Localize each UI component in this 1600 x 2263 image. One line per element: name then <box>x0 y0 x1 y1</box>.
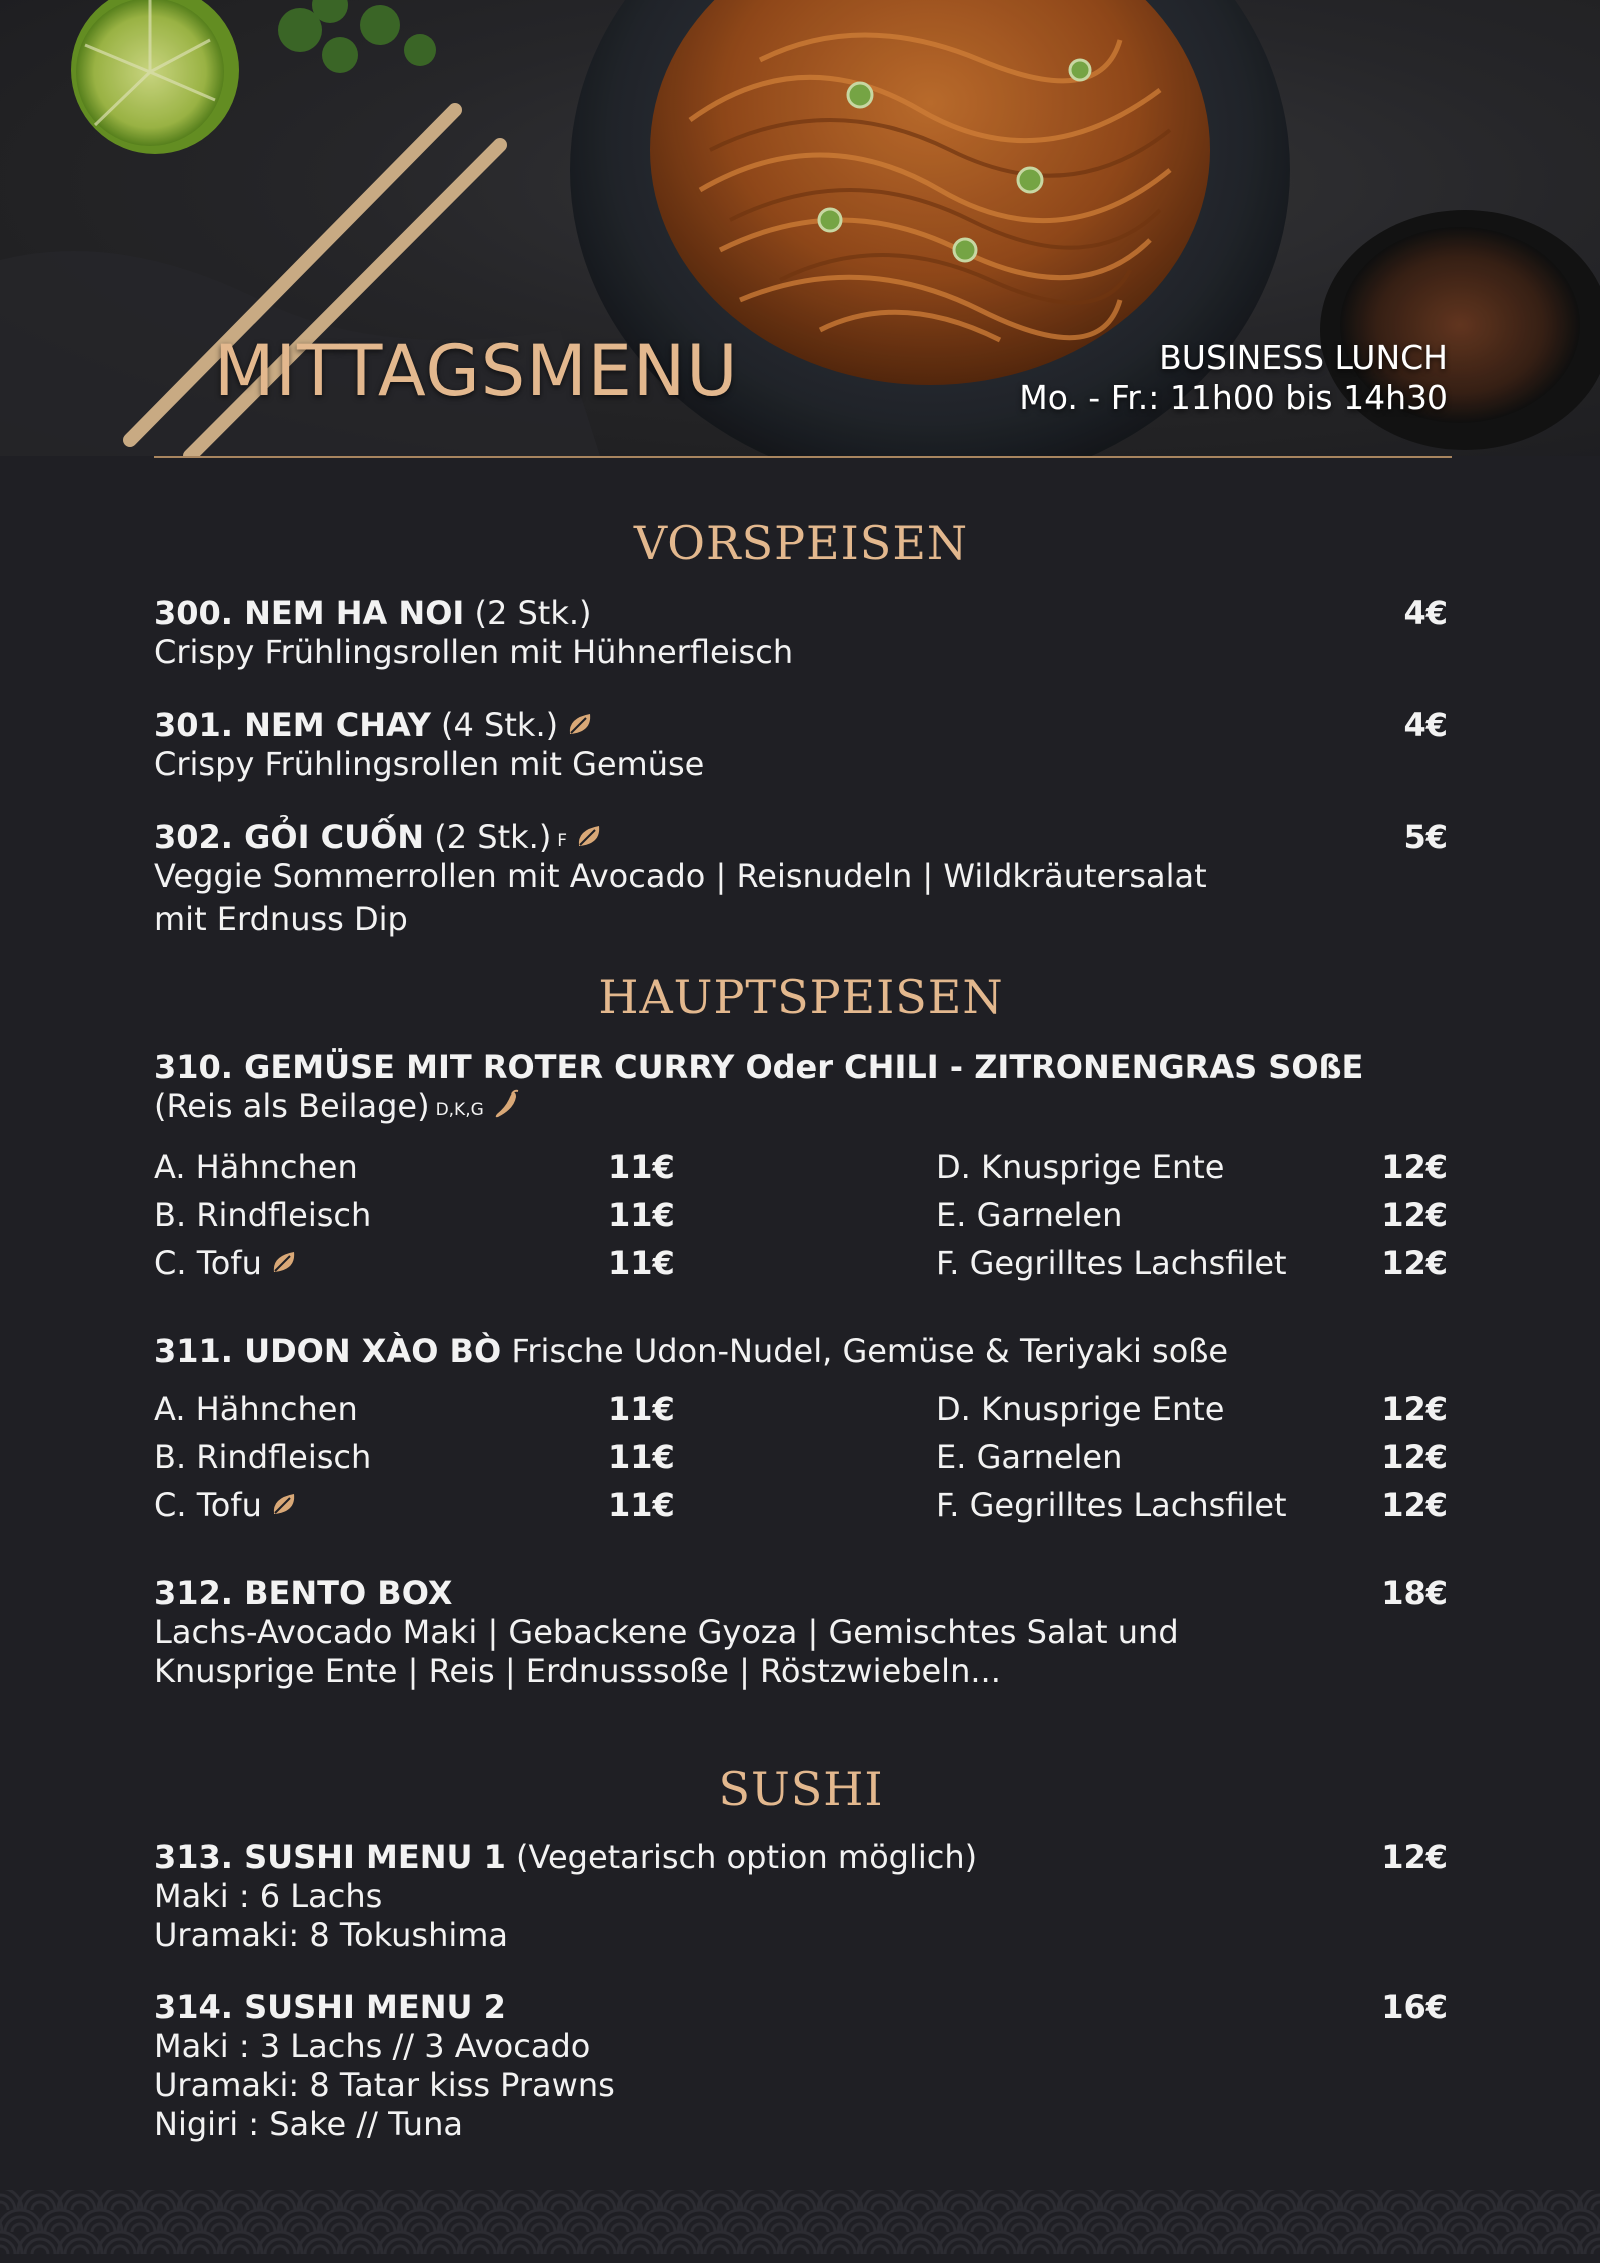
wave-arc <box>1112 2246 1128 2254</box>
wave-arc <box>632 2246 648 2254</box>
option-name: C. Tofu <box>154 1239 298 1287</box>
wave-arc <box>532 2224 548 2232</box>
wave-arc <box>1012 2224 1028 2232</box>
wave-arc <box>332 2224 348 2232</box>
wave-arc <box>292 2224 308 2232</box>
wave-arc <box>952 2246 968 2254</box>
option-price: 12€ <box>1381 1148 1448 1186</box>
wave-arc <box>1312 2246 1328 2254</box>
option-price: 11€ <box>608 1438 675 1476</box>
item-description-line2: Knusprige Ente | Reis | Erdnusssoße | Röstzwiebeln... <box>154 1652 1001 1690</box>
wave-arc <box>892 2224 908 2232</box>
wave-arc <box>1472 2202 1488 2210</box>
option-price: 11€ <box>608 1244 675 1282</box>
wave-arc <box>312 2246 328 2254</box>
wave-arc <box>392 2246 408 2254</box>
wave-arc <box>1352 2202 1368 2210</box>
wave-arc <box>912 2202 928 2210</box>
wave-arc <box>712 2246 728 2254</box>
item-qty: (2 Stk.) <box>474 594 592 632</box>
option-row <box>154 1239 1448 1287</box>
allergen-codes: D,K,G <box>435 1100 484 1120</box>
wave-arc <box>152 2246 168 2254</box>
wave-arc <box>1152 2202 1168 2210</box>
item-description: Crispy Frühlingsrollen mit Hühnerfleisch <box>154 633 794 671</box>
wave-arc <box>1492 2224 1508 2232</box>
wave-arc <box>872 2202 888 2210</box>
option-row <box>154 1143 1448 1191</box>
wave-arc <box>132 2224 148 2232</box>
option-row <box>154 1481 1448 1529</box>
wave-arc <box>1072 2246 1088 2254</box>
wave-arc <box>552 2202 568 2210</box>
option-price: 12€ <box>1381 1390 1448 1428</box>
wave-arc <box>832 2202 848 2210</box>
option-price: 12€ <box>1381 1244 1448 1282</box>
chili-icon <box>492 1089 520 1121</box>
item-price: 5€ <box>1403 818 1448 856</box>
wave-arc <box>1472 2246 1488 2254</box>
item-description: Crispy Frühlingsrollen mit Gemüse <box>154 745 705 783</box>
wave-arc <box>692 2224 708 2232</box>
item-qty: (2 Stk.) <box>434 818 552 856</box>
wave-arc <box>392 2202 408 2210</box>
wave-arc <box>872 2246 888 2254</box>
item-note: (Vegetarisch option möglich) <box>516 1838 978 1876</box>
menu-item-312 <box>154 1574 1448 1691</box>
item-name: 311. UDON XÀO BÒ <box>154 1332 502 1370</box>
option-name: A. Hähnchen <box>154 1390 358 1428</box>
wave-arc <box>1252 2224 1268 2232</box>
wave-arc <box>0 2202 8 2210</box>
option-name: E. Garnelen <box>936 1438 1123 1476</box>
wave-arc <box>1572 2224 1588 2232</box>
option-name: A. Hähnchen <box>154 1148 358 1186</box>
wave-arc <box>212 2224 228 2232</box>
wave-arc <box>1232 2246 1248 2254</box>
wave-arc <box>992 2246 1008 2254</box>
wave-arc <box>752 2202 768 2210</box>
option-name: F. Gegrilltes Lachsfilet <box>936 1486 1287 1524</box>
item-description: Veggie Sommerrollen mit Avocado | Reisnudeln | Wildkräutersalat <box>154 857 1207 895</box>
option-name: D. Knusprige Ente <box>936 1148 1225 1186</box>
wave-arc <box>32 2202 48 2210</box>
wave-arc <box>592 2202 608 2210</box>
option-name: F. Gegrilltes Lachsfilet <box>936 1244 1287 1282</box>
wave-arc <box>772 2224 788 2232</box>
options-grid-311 <box>154 1385 1448 1529</box>
item-name: 310. GEMÜSE MIT ROTER CURRY Oder CHILI - ZITRONENGRAS SOßE <box>154 1048 1364 1086</box>
wave-arc <box>792 2246 808 2254</box>
option-name: C. Tofu <box>154 1481 298 1529</box>
wave-arc <box>0 2246 8 2254</box>
wave-arc <box>1332 2224 1348 2232</box>
wave-arc <box>432 2202 448 2210</box>
wave-arc <box>1552 2202 1568 2210</box>
wave-arc <box>352 2246 368 2254</box>
wave-arc <box>1392 2246 1408 2254</box>
wave-pattern-footer <box>0 2190 1600 2263</box>
option-row <box>154 1433 1448 1481</box>
header-photo <box>0 0 1600 456</box>
opening-hours: Mo. - Fr.: 11h00 bis 14h30 <box>1019 378 1448 417</box>
wave-arc <box>1232 2202 1248 2210</box>
wave-arc <box>1352 2246 1368 2254</box>
wave-arc <box>572 2224 588 2232</box>
wave-arc <box>1212 2224 1228 2232</box>
wave-arc <box>1192 2202 1208 2210</box>
wave-arc <box>352 2202 368 2210</box>
options-grid-310 <box>154 1143 1448 1287</box>
option-price: 11€ <box>608 1486 675 1524</box>
business-lunch-label: BUSINESS LUNCH <box>1159 338 1448 377</box>
option-name: B. Rindfleisch <box>154 1438 372 1476</box>
wave-arc <box>432 2246 448 2254</box>
wave-arc <box>1552 2246 1568 2254</box>
wave-arc <box>1272 2202 1288 2210</box>
wave-arc <box>92 2224 108 2232</box>
item-price: 12€ <box>1381 1838 1448 1876</box>
wave-arc <box>752 2246 768 2254</box>
option-price: 11€ <box>608 1390 675 1428</box>
item-line: Uramaki: 8 Tatar kiss Prawns <box>154 2066 615 2104</box>
wave-arc <box>1432 2246 1448 2254</box>
wave-arc <box>1172 2224 1188 2232</box>
item-description: Frische Udon-Nudel, Gemüse & Teriyaki soße <box>511 1332 1229 1370</box>
wave-arc <box>1512 2202 1528 2210</box>
menu-item-310 <box>154 1048 1448 1126</box>
section-title-vorspeisen: VORSPEISEN <box>633 516 969 570</box>
item-price: 4€ <box>1403 594 1448 632</box>
wave-arc <box>1032 2202 1048 2210</box>
wave-arc <box>1272 2246 1288 2254</box>
wave-arc <box>1532 2224 1548 2232</box>
item-line: Maki : 6 Lachs <box>154 1877 383 1915</box>
wave-arc <box>452 2224 468 2232</box>
wave-arc <box>472 2246 488 2254</box>
item-price: 4€ <box>1403 706 1448 744</box>
option-row <box>154 1191 1448 1239</box>
menu-item-314 <box>154 1988 1448 2144</box>
item-price: 16€ <box>1381 1988 1448 2026</box>
wave-arc <box>1072 2202 1088 2210</box>
wave-arc <box>1372 2224 1388 2232</box>
wave-arc <box>732 2224 748 2232</box>
wave-arc <box>232 2246 248 2254</box>
wave-arc <box>112 2246 128 2254</box>
wave-arc <box>512 2246 528 2254</box>
option-name: D. Knusprige Ente <box>936 1390 1225 1428</box>
item-line: Nigiri : Sake // Tuna <box>154 2105 463 2143</box>
wave-arc <box>272 2246 288 2254</box>
wave-arc <box>652 2224 668 2232</box>
item-line: Maki : 3 Lachs // 3 Avocado <box>154 2027 591 2065</box>
wave-arc <box>192 2202 208 2210</box>
wave-arc <box>232 2202 248 2210</box>
wave-arc <box>912 2246 928 2254</box>
wave-arc <box>1592 2202 1600 2210</box>
item-name: 300. NEM HA NOI <box>154 594 465 632</box>
item-name: 313. SUSHI MENU 1 <box>154 1838 506 1876</box>
item-qty: (4 Stk.) <box>441 706 559 744</box>
wave-arc <box>952 2202 968 2210</box>
wave-arc <box>1512 2246 1528 2254</box>
wave-arc <box>1192 2246 1208 2254</box>
wave-arc <box>672 2202 688 2210</box>
business-hours <box>1019 338 1448 418</box>
wave-arc <box>492 2224 508 2232</box>
wave-arc <box>32 2246 48 2254</box>
option-price: 11€ <box>608 1196 675 1234</box>
option-price: 12€ <box>1381 1438 1448 1476</box>
item-name: 302. GỎI CUỐN <box>154 818 425 856</box>
wave-arc <box>672 2246 688 2254</box>
item-name: 314. SUSHI MENU 2 <box>154 1988 506 2026</box>
header-divider <box>154 456 1452 458</box>
menu-item-301 <box>154 706 1448 784</box>
wave-arc <box>52 2224 68 2232</box>
option-name: E. Garnelen <box>936 1196 1123 1234</box>
wave-arc <box>632 2202 648 2210</box>
page-title: MITTAGSMENU <box>214 330 739 412</box>
wave-arc <box>932 2224 948 2232</box>
wave-arc <box>312 2202 328 2210</box>
wave-arc <box>152 2202 168 2210</box>
wave-arc <box>12 2224 28 2232</box>
allergen-codes: F <box>557 831 568 851</box>
wave-arc <box>852 2224 868 2232</box>
wave-arc <box>792 2202 808 2210</box>
wave-arc <box>472 2202 488 2210</box>
item-name: 301. NEM CHAY <box>154 706 431 744</box>
wave-arc <box>272 2202 288 2210</box>
wave-arc <box>512 2202 528 2210</box>
wave-arc <box>252 2224 268 2232</box>
wave-arc <box>1092 2224 1108 2232</box>
wave-arc <box>592 2246 608 2254</box>
leaf-icon <box>566 710 594 738</box>
wave-arc <box>812 2224 828 2232</box>
leaf-icon <box>575 822 603 850</box>
wave-arc <box>172 2224 188 2232</box>
wave-arc <box>1052 2224 1068 2232</box>
option-price: 11€ <box>608 1148 675 1186</box>
section-title-hauptspeisen: HAUPTSPEISEN <box>598 970 1004 1024</box>
wave-arc <box>832 2246 848 2254</box>
option-row <box>154 1385 1448 1433</box>
item-description-line2: mit Erdnuss Dip <box>154 900 408 938</box>
menu-item-300 <box>154 594 1448 672</box>
wave-arc <box>372 2224 388 2232</box>
wave-arc <box>612 2224 628 2232</box>
wave-arc <box>1412 2224 1428 2232</box>
wave-arc <box>192 2246 208 2254</box>
wave-arc <box>1452 2224 1468 2232</box>
wave-arc <box>412 2224 428 2232</box>
leaf-icon <box>270 1248 298 1276</box>
item-price: 18€ <box>1381 1574 1448 1612</box>
menu-item-302 <box>154 818 1448 939</box>
item-line: Uramaki: 8 Tokushima <box>154 1916 509 1954</box>
option-price: 12€ <box>1381 1486 1448 1524</box>
wave-arc <box>1392 2202 1408 2210</box>
option-name: B. Rindfleisch <box>154 1196 372 1234</box>
wave-arc <box>1432 2202 1448 2210</box>
wave-arc <box>1032 2246 1048 2254</box>
section-title-sushi: SUSHI <box>718 1762 884 1816</box>
wave-arc <box>1152 2246 1168 2254</box>
wave-arc <box>972 2224 988 2232</box>
wave-arc <box>1132 2224 1148 2232</box>
item-name: 312. BENTO BOX <box>154 1574 453 1612</box>
wave-arc <box>72 2246 88 2254</box>
menu-item-313 <box>154 1838 1448 1955</box>
option-price: 12€ <box>1381 1196 1448 1234</box>
wave-arc <box>112 2202 128 2210</box>
wave-arc <box>992 2202 1008 2210</box>
item-subtitle: (Reis als Beilage) <box>154 1087 430 1125</box>
item-description: Lachs-Avocado Maki | Gebackene Gyoza | Gemischtes Salat und <box>154 1613 1179 1651</box>
wave-arc <box>1112 2202 1128 2210</box>
leaf-icon <box>270 1490 298 1518</box>
menu-item-311 <box>154 1332 1448 1371</box>
wave-arc <box>1312 2202 1328 2210</box>
wave-arc <box>552 2246 568 2254</box>
wave-arc <box>712 2202 728 2210</box>
wave-arc <box>1292 2224 1308 2232</box>
wave-arc <box>72 2202 88 2210</box>
wave-arc <box>1592 2246 1600 2254</box>
